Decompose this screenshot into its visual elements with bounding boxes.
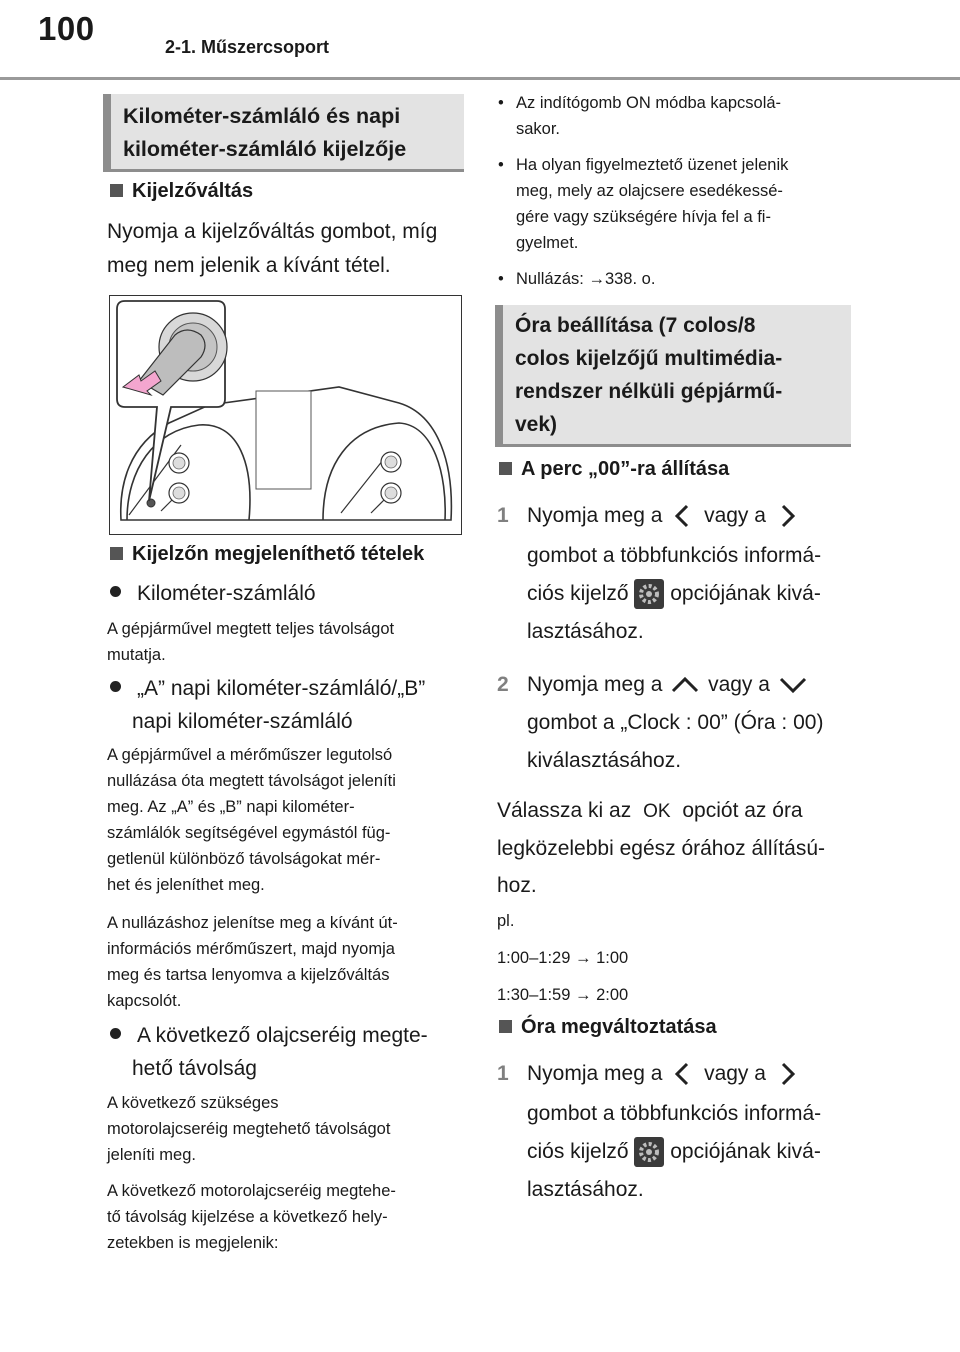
- text: opciójának kivá-: [670, 582, 821, 605]
- bullet-odometer-text: [107, 616, 394, 668]
- text: Nyomja meg a: [527, 504, 663, 527]
- paragraph-line: hoz.: [497, 874, 537, 897]
- cluster-illustration: [109, 295, 462, 535]
- example-line: 1:30–1:59 → 2:00: [497, 986, 629, 1004]
- text-line: kapcsolót.: [107, 992, 182, 1010]
- chevron-left-icon: [668, 1059, 698, 1089]
- square-bullet-icon: [110, 547, 123, 560]
- section-box-clock: [495, 305, 851, 447]
- step-number: 2: [497, 673, 509, 696]
- subheading-display-items: [110, 543, 424, 566]
- step-line: [527, 1055, 821, 1093]
- chevron-right-icon: [772, 501, 802, 531]
- box-title-line: rendszer nélküli gépjármű-: [515, 380, 783, 403]
- step-line: gombot a „Clock : 00” (Óra : 00): [527, 711, 824, 734]
- bullet-title: „A” napi kilométer-számláló/„B”: [137, 677, 426, 700]
- text-line: tő távolság kijelzése a következő hely-: [107, 1208, 388, 1226]
- text: Válassza ki az: [497, 799, 632, 822]
- gear-icon: [634, 1137, 664, 1167]
- cluster-illustration-svg: [109, 295, 462, 535]
- bullet-trip-text: [107, 742, 396, 898]
- step-number: 1: [497, 1062, 509, 1085]
- text: vagy a: [704, 504, 766, 527]
- bullet-title: hető távolság: [132, 1057, 257, 1080]
- box-title-line: kilométer-számláló kijelzője: [123, 137, 407, 161]
- paragraph-select-ok: [497, 792, 825, 904]
- condition-list: [498, 90, 788, 292]
- paragraph: [107, 215, 437, 283]
- example-line: 1:00–1:29 → 1:00: [497, 949, 629, 967]
- text-line: mutatja.: [107, 646, 166, 664]
- example-label: pl.: [497, 912, 515, 930]
- text-line: zetekben is megjelenik:: [107, 1234, 279, 1252]
- text-line: Nullázás: →338. o.: [516, 270, 656, 288]
- list-item: [498, 90, 788, 142]
- text: Nyomja meg a: [527, 1062, 663, 1085]
- text-line: A gépjárművel a mérőműszer legutolsó: [107, 746, 393, 764]
- bullet-dot: •: [498, 94, 504, 112]
- page-number: 100: [38, 10, 95, 47]
- text-line: A következő motorolajcseréig megtehe-: [107, 1182, 396, 1200]
- text-line: motorolajcseréig megtehető távolságot: [107, 1120, 391, 1138]
- step-line: lasztásához.: [527, 1178, 644, 1201]
- text-line: het és jeleníthet meg.: [107, 876, 265, 894]
- step-line: [527, 1133, 821, 1171]
- step-line: [527, 666, 823, 704]
- text-line: getlenül különböző távolságokat mér-: [107, 850, 381, 868]
- subheading-change-hour: [499, 1016, 717, 1039]
- bullet-title: A következő olajcseréig megte-: [137, 1024, 428, 1047]
- bullet-oil-text2: [107, 1178, 396, 1256]
- text-line: meg és tartsa lenyomva a kijelzőváltás: [107, 966, 390, 984]
- bullet-dot: •: [498, 156, 504, 174]
- list-item: [498, 266, 788, 292]
- text-line: jeleníti meg.: [107, 1146, 196, 1164]
- paragraph-line: [497, 792, 825, 830]
- section-title: 2-1. Műszercsoport: [165, 37, 330, 57]
- text-line: információs mérőműszert, majd nyomja: [107, 940, 395, 958]
- step-1-hour: [527, 1055, 821, 1209]
- text-line: meg. Az „A” és „B” napi kilométer-: [107, 798, 355, 816]
- step-1: [527, 497, 821, 651]
- text-line: számlálók segítségével egymástól füg-: [107, 824, 391, 842]
- header-divider: [0, 77, 960, 80]
- text-line: sakor.: [516, 120, 561, 138]
- subheading-text: Óra megváltoztatása: [521, 1016, 717, 1038]
- text: Nyomja meg a: [527, 673, 663, 696]
- subheading-text: A perc „00”-ra állítása: [521, 458, 730, 480]
- square-bullet-icon: [499, 1020, 512, 1033]
- gear-icon: [634, 579, 664, 609]
- step-line: gombot a többfunkciós informá-: [527, 544, 822, 567]
- ok-icon: OK: [643, 801, 671, 822]
- text: opciót az óra: [682, 799, 803, 822]
- chevron-down-icon: [776, 670, 810, 700]
- step-line: kiválasztásához.: [527, 749, 682, 772]
- bullet-trip-text2: [107, 910, 398, 1014]
- text-line: A gépjárművel megtett teljes távolságot: [107, 620, 395, 638]
- subheading-text: Kijelzőn megjeleníthető tételek: [132, 543, 425, 565]
- square-bullet-icon: [110, 184, 123, 197]
- text-line: gyelmet.: [516, 234, 579, 252]
- chevron-right-icon: [772, 1059, 802, 1089]
- step-2: [527, 666, 823, 780]
- subheading-display-switch: [110, 180, 253, 203]
- step-line: lasztásához.: [527, 620, 644, 643]
- text: vagy a: [704, 1062, 766, 1085]
- chevron-up-icon: [668, 670, 702, 700]
- bullet-odometer: [110, 578, 316, 610]
- example-block: [497, 903, 628, 1014]
- round-bullet-icon: [110, 586, 121, 597]
- list-item: [498, 152, 788, 256]
- step-line: [527, 575, 821, 613]
- text: ciós kijelző: [527, 1140, 629, 1163]
- text: vagy a: [708, 673, 770, 696]
- bullet-title: napi kilométer-számláló: [132, 710, 353, 733]
- text: opciójának kivá-: [670, 1140, 821, 1163]
- square-bullet-icon: [499, 462, 512, 475]
- text-line: A nullázáshoz jelenítse meg a kívánt út-: [107, 914, 398, 932]
- text-line: gére vagy szükségére hívja fel a fi-: [516, 208, 771, 226]
- bullet-oil: [110, 1019, 428, 1085]
- bullet-dot: •: [498, 270, 504, 288]
- bullet-title: Kilométer-számláló: [137, 582, 316, 605]
- paragraph-line: Nyomja a kijelzőváltás gombot, míg: [107, 220, 438, 243]
- round-bullet-icon: [110, 681, 121, 692]
- paragraph-line: meg nem jelenik a kívánt tétel.: [107, 254, 391, 277]
- subheading-minute-zero: [499, 458, 729, 481]
- bullet-oil-text: [107, 1090, 390, 1168]
- text-line: Ha olyan figyelmeztető üzenet jelenik: [516, 156, 789, 174]
- text-line: A következő szükséges: [107, 1094, 279, 1112]
- box-title-line: colos kijelzőjű multimédia-: [515, 347, 783, 370]
- step-line: [527, 497, 821, 535]
- box-title-line: vek): [515, 413, 558, 436]
- section-box-odometer: [103, 94, 464, 172]
- bullet-trip: [110, 672, 425, 738]
- round-bullet-icon: [110, 1028, 121, 1039]
- paragraph-line: legközelebbi egész órához állítású-: [497, 837, 826, 860]
- text: ciós kijelző: [527, 582, 629, 605]
- chevron-left-icon: [668, 501, 698, 531]
- text-line: nullázása óta megtett távolságot jeleníti: [107, 772, 396, 790]
- subheading-text: Kijelzőváltás: [132, 180, 254, 202]
- text-line: meg, mely az olajcsere esedékessé-: [516, 182, 783, 200]
- step-number: 1: [497, 504, 509, 527]
- box-title-line: Kilométer-számláló és napi: [123, 104, 401, 128]
- box-title-line: Óra beállítása (7 colos/8: [515, 314, 756, 337]
- text-line: Az indítógomb ON módba kapcsolá-: [516, 94, 782, 112]
- step-line: gombot a többfunkciós informá-: [527, 1102, 822, 1125]
